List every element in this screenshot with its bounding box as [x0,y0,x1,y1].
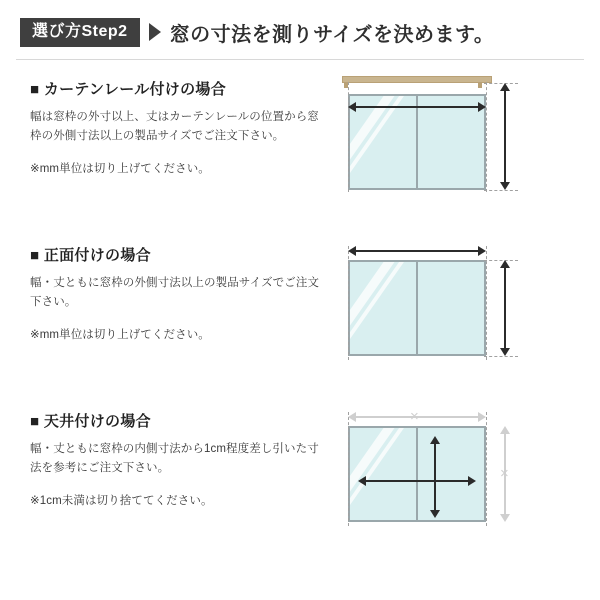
inner-width-arrow-head-left [358,476,366,486]
section-2-text [16,226,328,345]
guide-line-bottom [484,190,518,191]
guide-line-right [486,412,487,526]
outer-width-arrow-head-right [478,412,486,422]
guide-line-left [348,246,349,360]
cross-mark-width: × [410,408,419,425]
height-arrow-head-down [500,182,510,190]
section-front-mount [0,226,600,392]
inner-height-arrow-head-down [430,510,440,518]
window-diagram-rail [334,76,530,208]
width-arrow-head-right [478,102,486,112]
guide-line-left [348,82,349,192]
inner-height-arrow-head-up [430,436,440,444]
window-frame [348,94,486,190]
outer-width-arrow-head-left [348,412,356,422]
rail-bracket-right [478,83,482,88]
section-1-title: ■ カーテンレール付けの場合 [30,81,227,98]
height-arrow-head-up [500,83,510,91]
window-diagram-ceiling [334,408,530,540]
height-arrow [504,268,506,348]
window-mullion [416,262,418,354]
section-2-title: ■ 正面付けの場合 [30,247,151,264]
inner-height-arrow [434,444,436,510]
window-mullion [416,96,418,188]
step-badge: 選び方Step2 [20,18,140,47]
section-2-figure [328,226,584,392]
section-3-text [16,392,328,511]
width-arrow [356,250,478,252]
outer-height-arrow-head-up [500,426,510,434]
inner-width-arrow [366,480,468,482]
window-frame [348,426,486,522]
guide-line-right [486,246,487,360]
guide-line-right [486,82,487,192]
section-1-body: 幅は窓枠の外寸以上、丈はカーテンレールの位置から窓枠の外側寸法以上の製品サイズでご注文下さい。 [30,111,319,142]
outer-height-arrow-head-down [500,514,510,522]
section-2-note: ※mm単位は切り上げてください。 [30,329,210,342]
window-frame [348,260,486,356]
guide-line-bottom [484,356,518,357]
page-header [0,0,600,46]
section-3-figure [328,392,584,558]
window-mullion [416,428,418,520]
section-curtain-rail [0,60,600,226]
curtain-rail [342,76,492,83]
section-1-text [16,60,328,179]
width-arrow-head-left [348,246,356,256]
section-3-note: ※1cm未満は切り捨ててください。 [30,495,213,508]
width-arrow-head-left [348,102,356,112]
section-1-figure [328,60,584,226]
width-arrow-head-right [478,246,486,256]
width-arrow [356,106,478,108]
cross-mark-height: × [500,465,509,482]
section-ceiling-mount [0,392,600,558]
height-arrow-head-up [500,260,510,268]
section-2-body: 幅・丈ともに窓枠の外側寸法以上の製品サイズでご注文下さい。 [30,277,320,308]
section-1-note: ※mm単位は切り上げてください。 [30,163,210,176]
section-3-body: 幅・丈ともに窓枠の内側寸法から1cm程度差し引いた寸法を参考にご注文下さい。 [30,443,319,474]
inner-width-arrow-head-right [468,476,476,486]
page-title: 窓の寸法を測りサイズを決めます。 [169,23,495,46]
guide-line-left [348,412,349,526]
section-3-title: ■ 天井付けの場合 [30,413,151,430]
window-diagram-front [334,242,530,374]
height-arrow-head-down [500,348,510,356]
triangle-arrow-icon [149,23,161,41]
height-arrow [504,91,506,183]
